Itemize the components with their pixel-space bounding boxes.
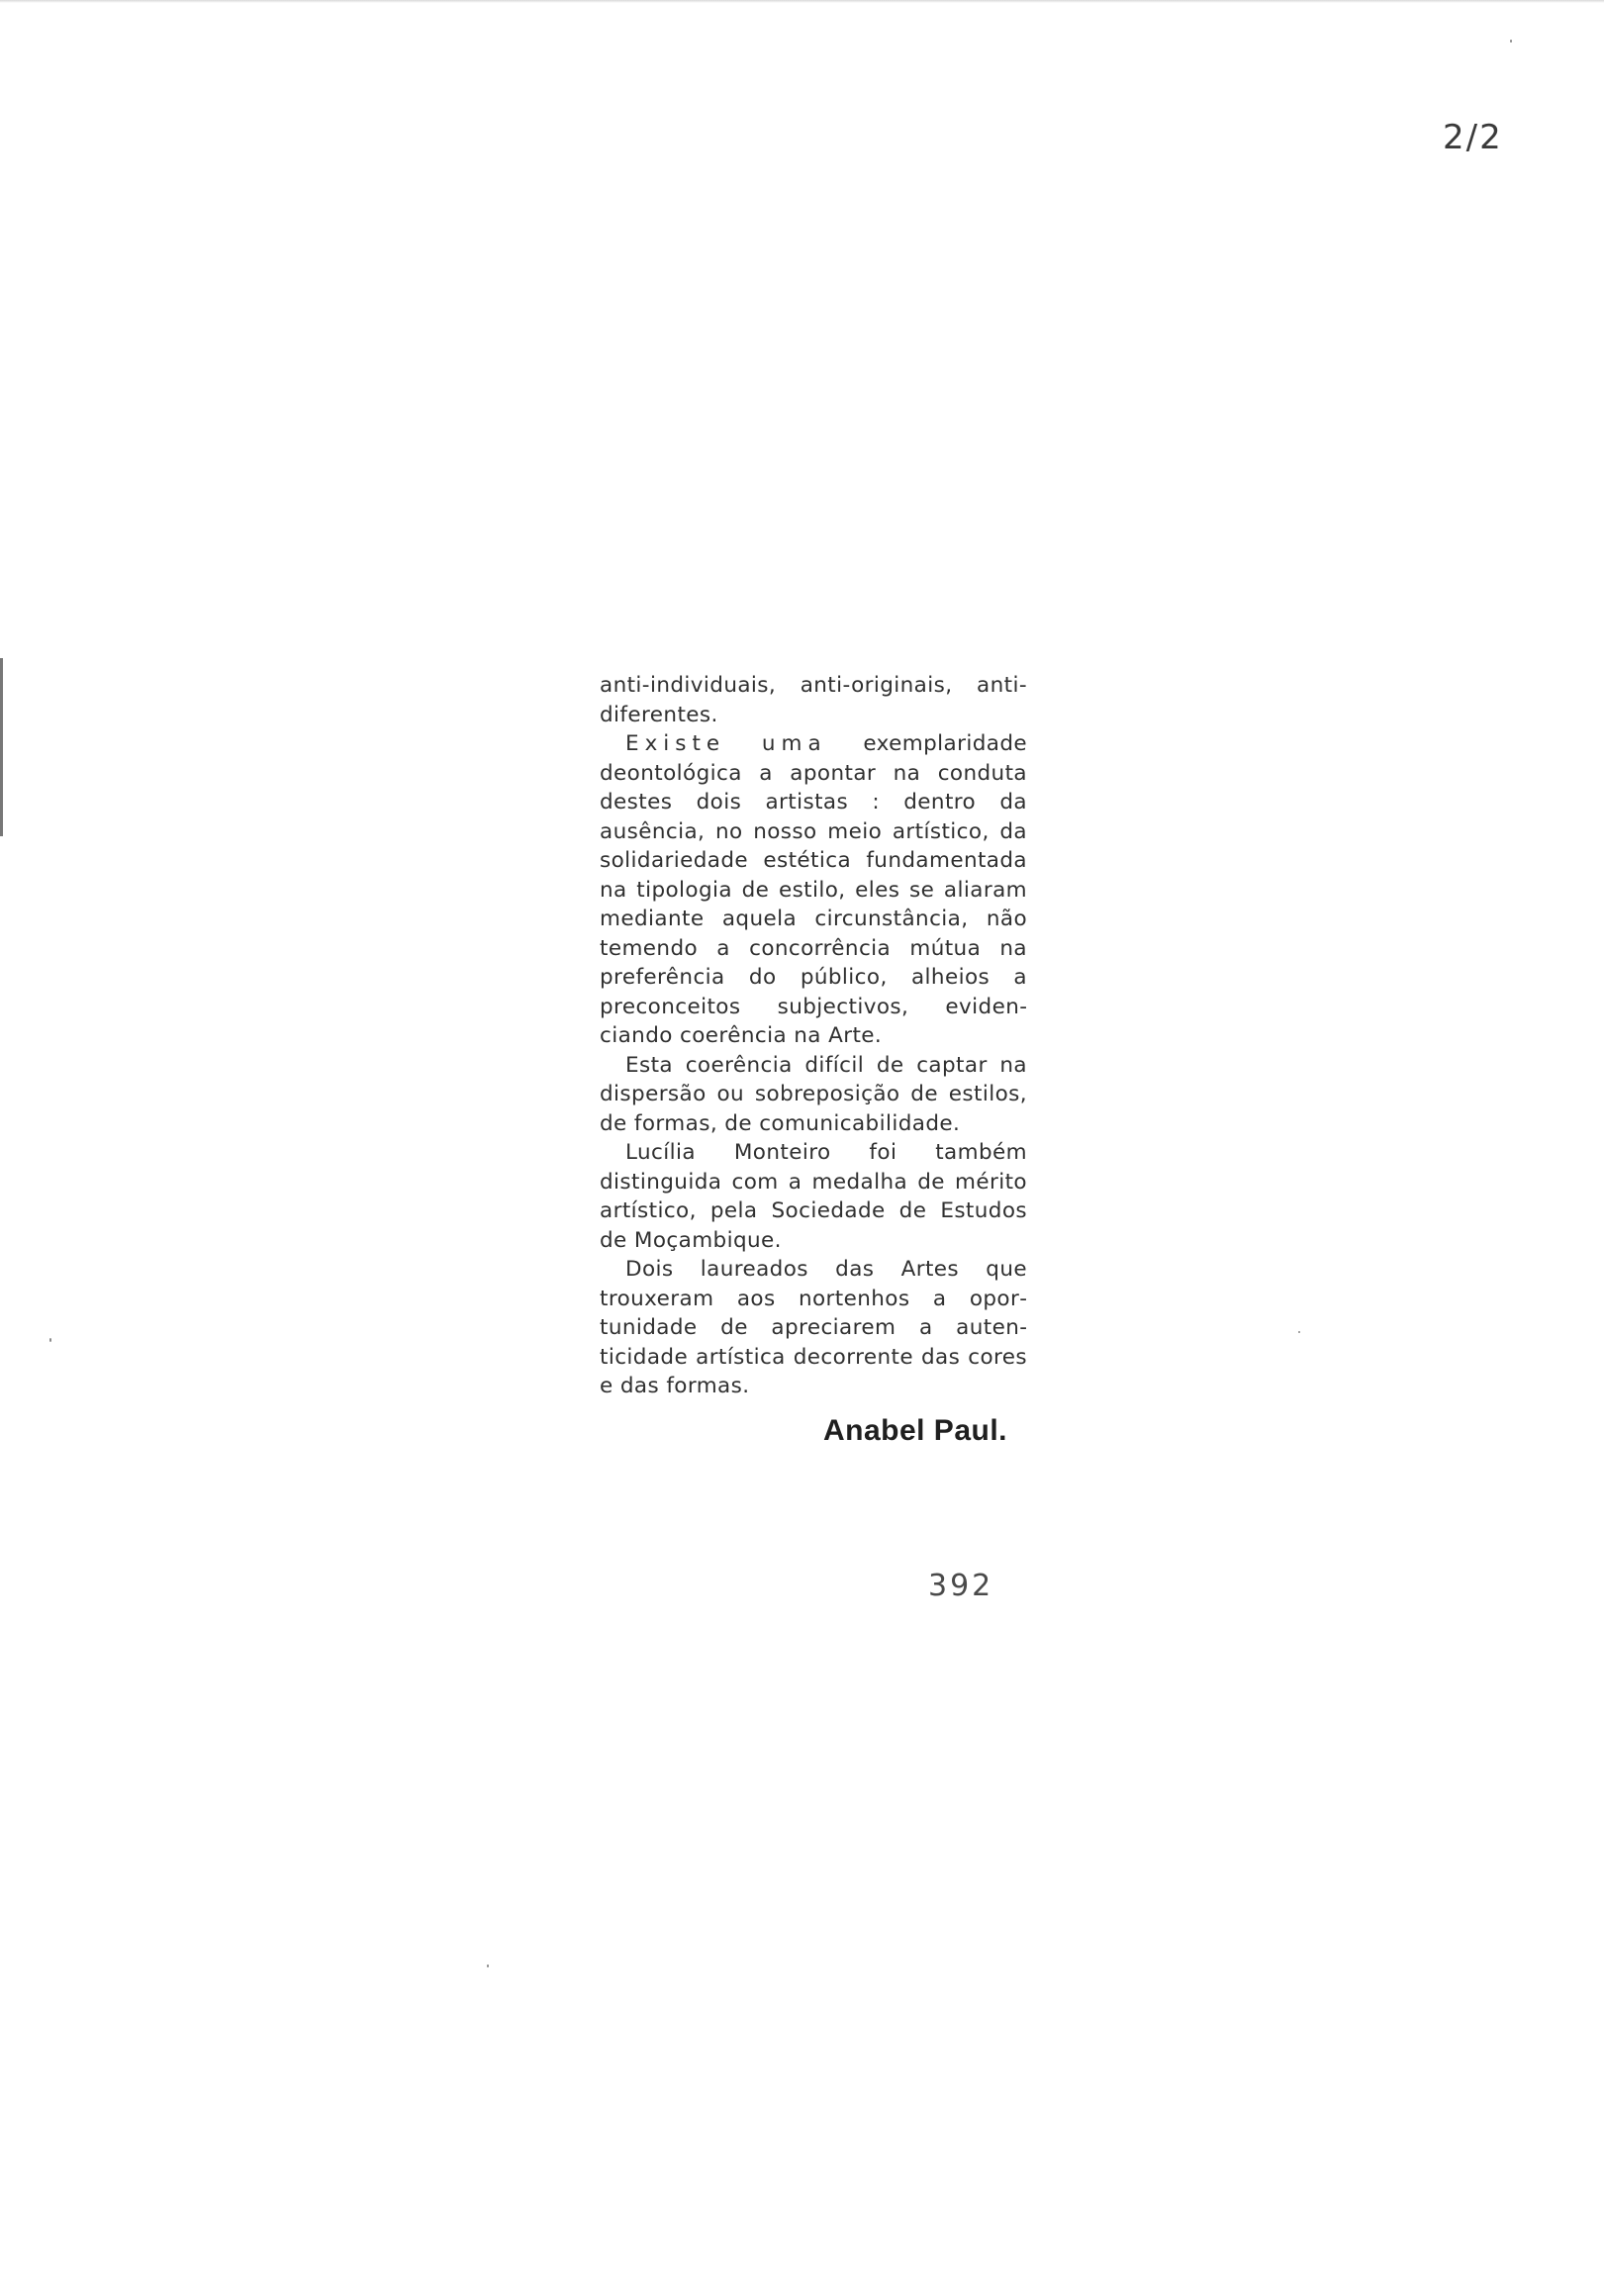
article-paragraph-4: Lucília Monteiro foi também distinguida com a medalha de mérito artístico, pela Sociedade de Estudos de Moçambique. [600,1140,1027,1253]
paper-speck [49,1338,51,1342]
article-paragraph-2 [600,729,1027,1051]
paragraph-lead-word-2: uma [761,731,827,756]
page-counter: 2/2 [1443,118,1503,157]
paragraph-lead-word: Existe [625,731,726,756]
paper-speck [1298,1331,1300,1333]
paper-speck [1510,40,1512,43]
top-edge-shadow [0,0,1604,3]
article-paragraph-5: Dois laureados das Artes que trouxeram aos nortenhos a oportunidade de apreciarem a autenticidade artística decorrente das cores e das formas. [600,1257,1027,1398]
article-paragraph-1: anti-individuais, anti-originais, anti-diferentes. [600,673,1027,727]
author-signature: Anabel Paul. [822,1413,1007,1447]
paper-speck [487,1964,489,1967]
page-number: 392 [928,1569,994,1603]
left-edge-mark [0,658,3,836]
article-paragraph-3: Esta coerência difícil de captar na dispersão ou sobreposição de estilos, de formas, de comunicabilidade. [600,1052,1027,1136]
paragraph-body: exemplaridade deontológica a apontar na conduta destes dois artistas : dentro da ausência, no nosso meio artístico, da solidariedade estética fundamentada na tipologia de estilo, eles se aliaram mediante aquela circunstância, não temendo a concorrência mútua na preferência do público, alheios a preconceitos subjectivos, evidenciando coerência na Arte. [600,731,1028,1048]
article-column [600,671,1027,1451]
